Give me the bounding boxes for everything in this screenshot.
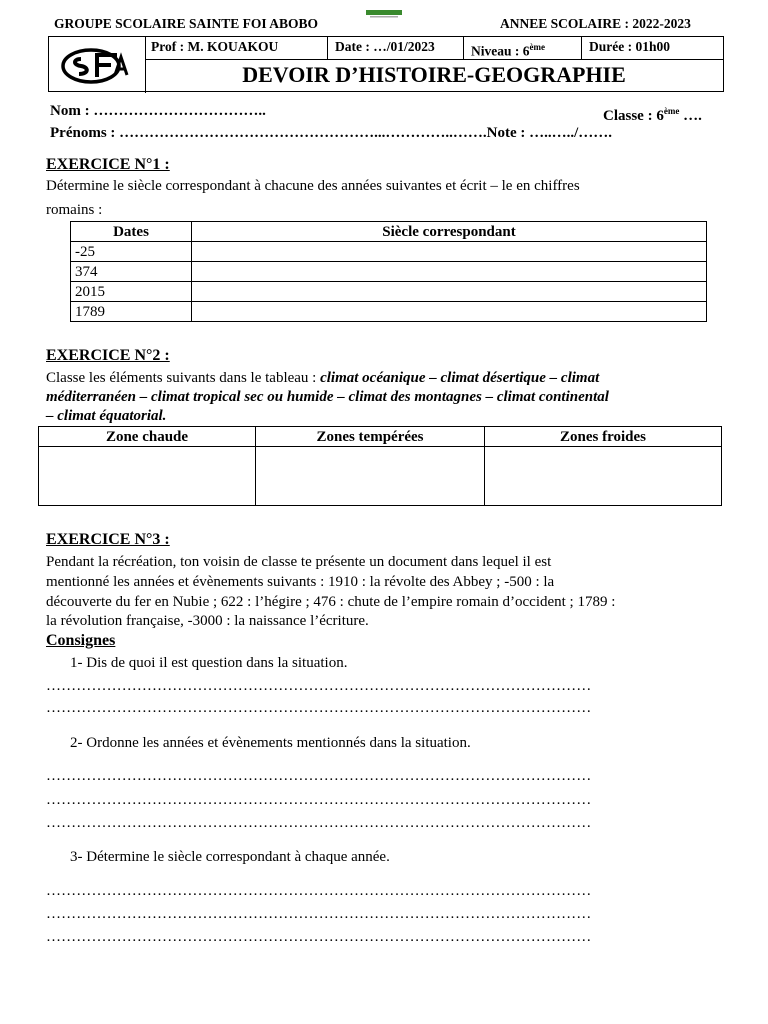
answer-line[interactable]: ……………………………………………………………………………………………… [46,883,592,899]
date-cell: 1789 [71,302,192,322]
consignes-heading: Consignes [46,632,116,649]
situation-line-2: mentionné les années et évènements suivants : 1910 : la révolte des Abbey ; -500 : la [46,574,555,590]
temperate-zone-cell[interactable] [256,447,485,506]
table-row [71,262,707,282]
exercise2-items: méditerranéen – climat tropical sec ou humide – climat des montagnes – climat continental [46,389,609,405]
situation-line-4: la révolution française, -3000 : la naissance l’écriture. [46,613,369,629]
school-logo [59,43,139,85]
col-cold-zones: Zones froides [485,427,722,447]
exam-title: DEVOIR D’HISTOIRE-GEOGRAPHIE [242,62,626,87]
date-cell: 374 [71,262,192,282]
date-cell: -25 [71,242,192,262]
class-field[interactable]: Classe : 6ème …. [603,106,702,124]
answer-line[interactable]: ……………………………………………………………………………………………… [46,792,592,808]
cold-zone-cell[interactable] [485,447,722,506]
answer-line[interactable]: ……………………………………………………………………………………………… [46,815,592,831]
col-dates: Dates [71,222,192,242]
school-name: GROUPE SCOLAIRE SAINTE FOI ABOBO [54,16,319,31]
exam-date: Date : …/01/2023 [335,39,435,54]
col-century: Siècle correspondant [192,222,707,242]
answer-cell[interactable] [192,302,707,322]
situation-line-1: Pendant la récréation, ton voisin de classe te présente un document dans lequel il est [46,554,552,570]
question-1: 1- Dis de quoi il est question dans la situation. [70,655,348,671]
col-hot-zone: Zone chaude [39,427,256,447]
exercise1-instruction: Détermine le siècle correspondant à chacune des années suivantes et écrit – le en chiffres [46,178,580,194]
school-year: ANNEE SCOLAIRE : 2022-2023 [500,16,691,31]
question-2: 2- Ordonne les années et évènements mentionnés dans la situation. [70,735,471,751]
answer-line[interactable]: ……………………………………………………………………………………………… [46,906,592,922]
century-table [70,221,707,322]
answer-line[interactable]: ……………………………………………………………………………………………… [46,929,592,945]
duration: Durée : 01h00 [589,39,670,54]
exercise2-items-end: – climat équatorial. [46,408,167,424]
exercise2-instruction: Classe les éléments suivants dans le tableau : climat océanique – climat désertique – climat [46,370,600,386]
header-box [48,36,724,92]
question-3: 3- Détermine le siècle correspondant à chaque année. [70,849,390,865]
table-row [71,302,707,322]
site-watermark-logo [366,10,402,20]
answer-cell[interactable] [192,242,707,262]
exercise1-instruction-cont: romains : [46,202,103,218]
answer-cell[interactable] [192,262,707,282]
answer-line[interactable]: ……………………………………………………………………………………………… [46,768,592,784]
exercise3-title: EXERCICE N°3 : [46,531,170,548]
table-row [71,242,707,262]
answer-line[interactable]: ……………………………………………………………………………………………… [46,700,592,716]
exercise2-title: EXERCICE N°2 : [46,347,170,364]
col-temperate-zones: Zones tempérées [256,427,485,447]
climate-table [38,426,722,506]
date-cell: 2015 [71,282,192,302]
student-name-field[interactable]: Nom : …………………………….. [50,103,266,119]
firstname-note-field[interactable]: Prénoms : ……………………………………………...…………..…….Note : …..…../……. [50,125,613,141]
hot-zone-cell[interactable] [39,447,256,506]
answer-cell[interactable] [192,282,707,302]
teacher-name: Prof : M. KOUAKOU [151,39,279,54]
situation-line-3: découverte du fer en Nubie ; 622 : l’hégire ; 476 : chute de l’empire romain d’occident ; 1789 : [46,594,616,610]
table-row [71,282,707,302]
answer-line[interactable]: ……………………………………………………………………………………………… [46,678,592,694]
exercise1-title: EXERCICE N°1 : [46,156,170,173]
level: Niveau : 6ème [471,42,545,59]
